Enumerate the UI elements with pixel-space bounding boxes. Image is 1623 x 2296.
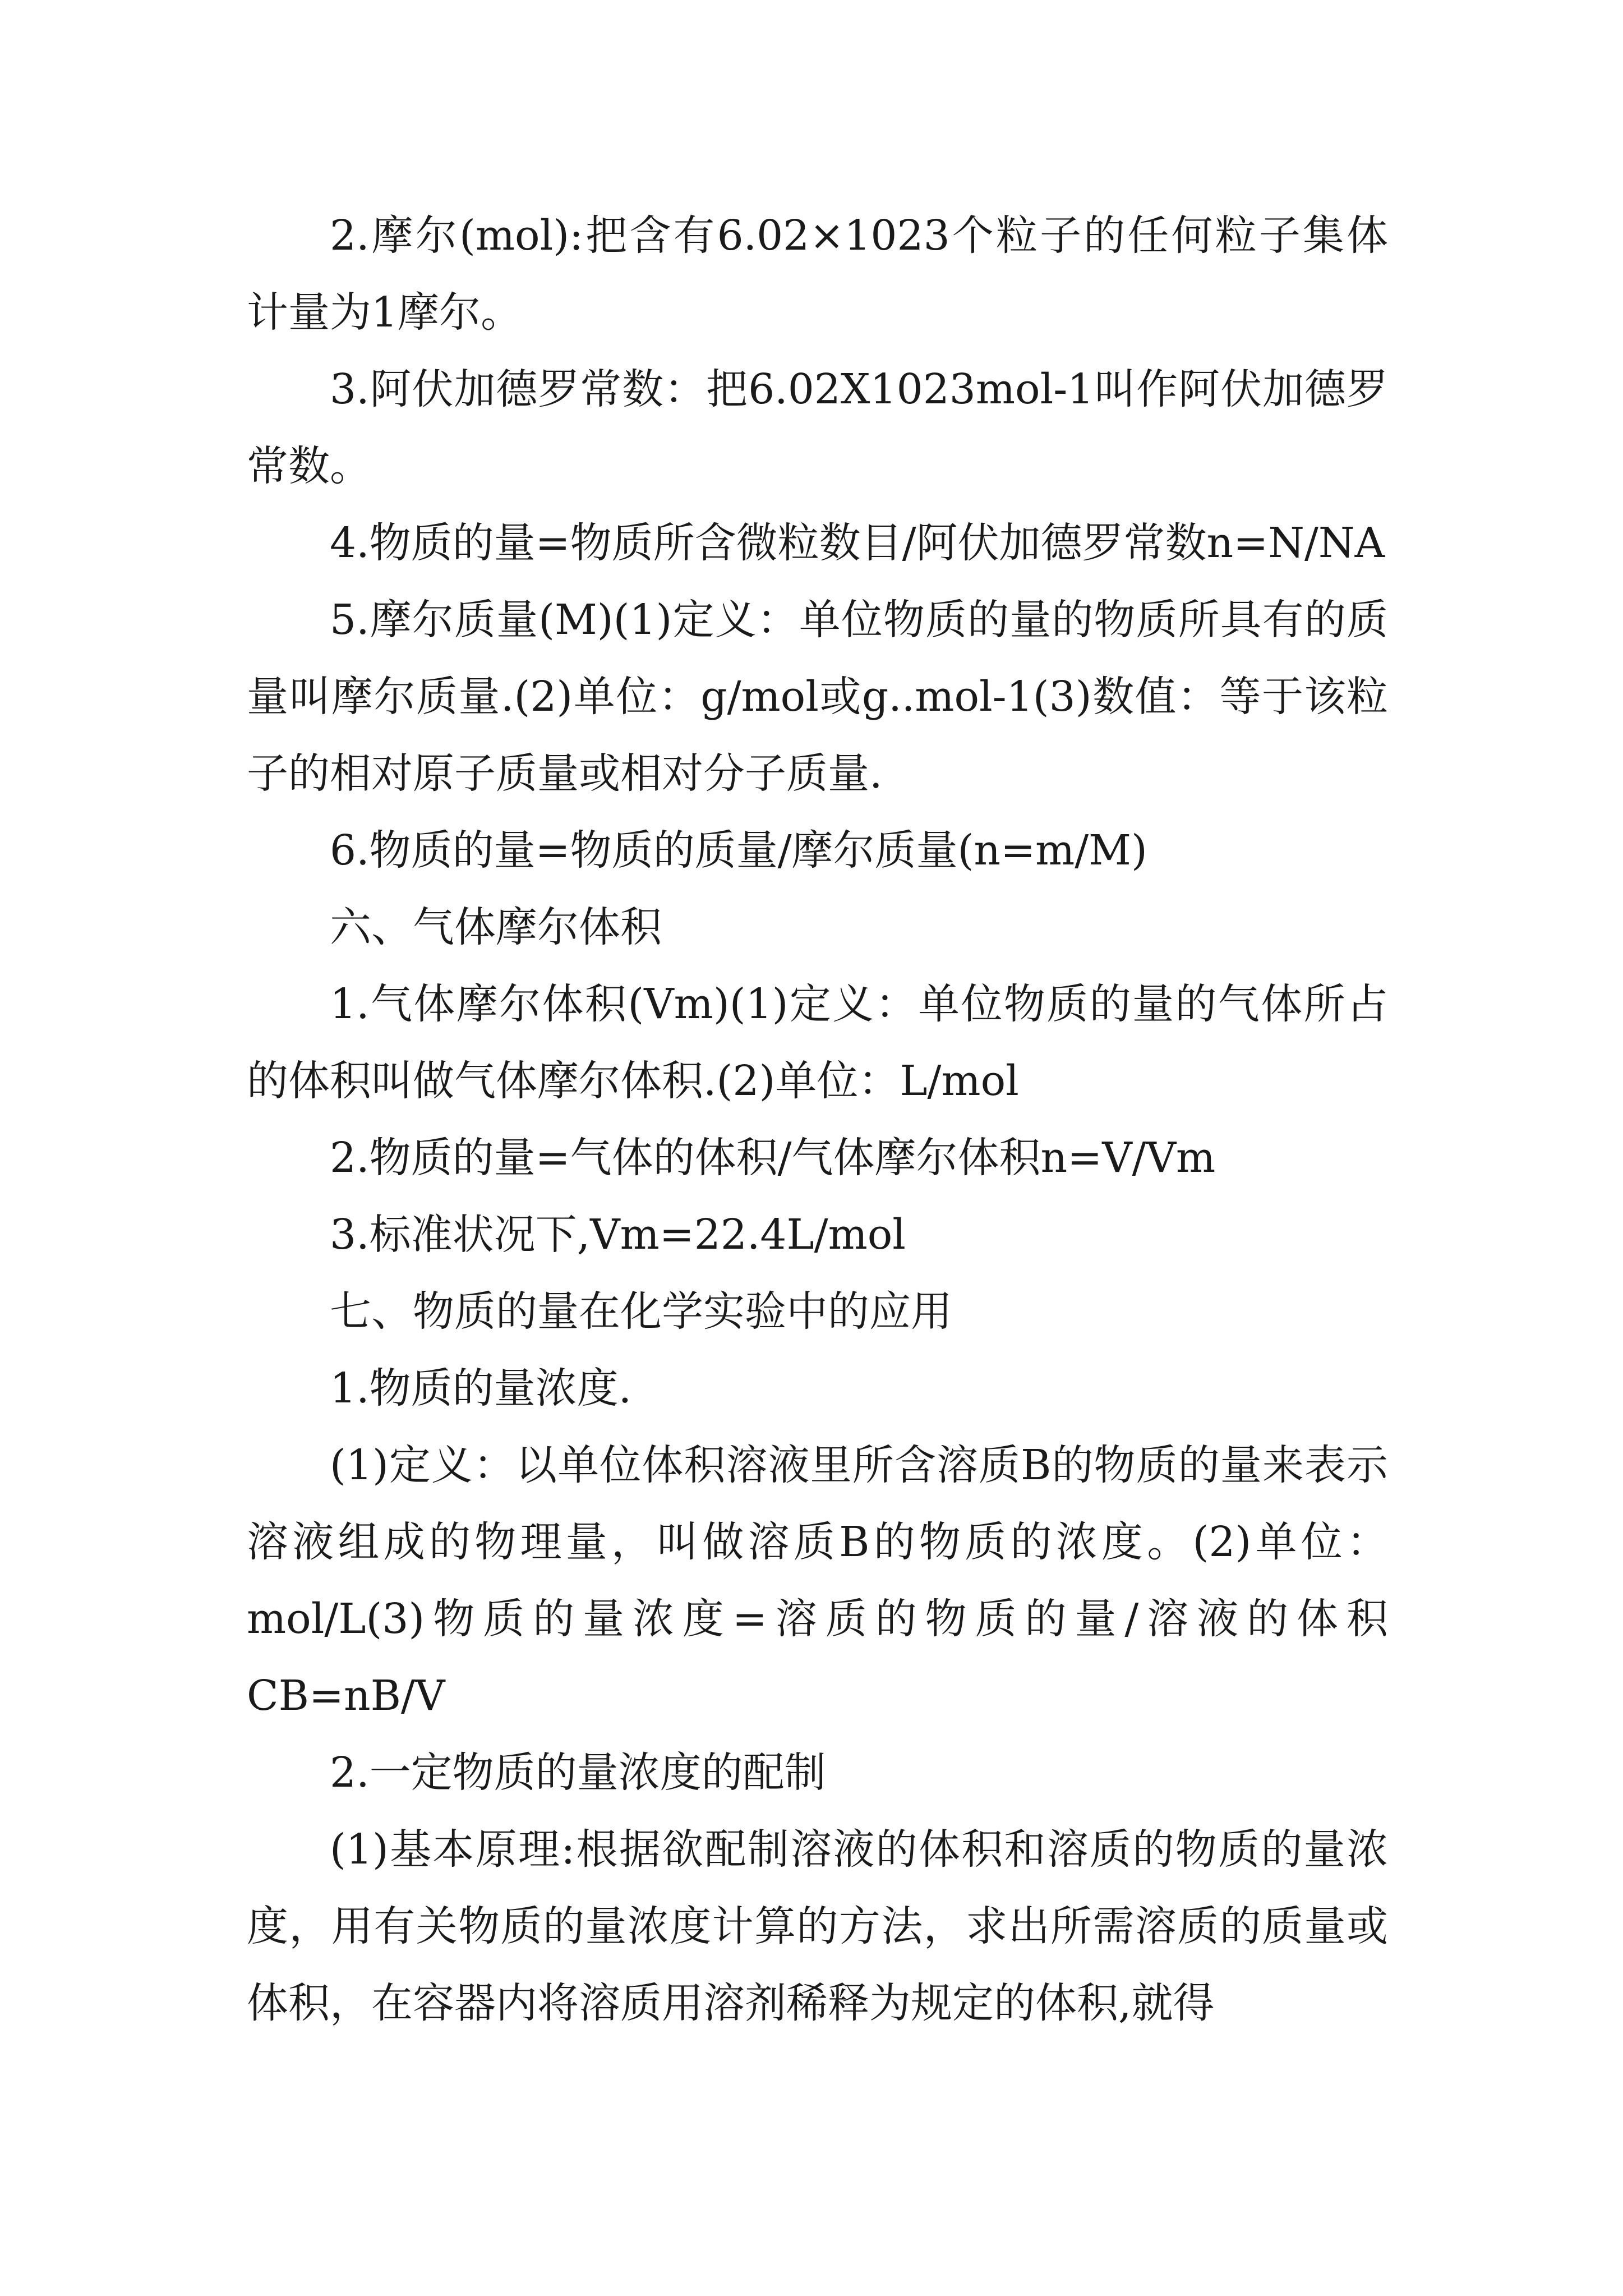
paragraph-solution-preparation-title: 2.一定物质的量浓度的配制: [330, 1749, 826, 1797]
paragraph-amount-formula: 4.物质的量=物质所含微粒数目/阿伏加德罗常数n=N/NA: [330, 519, 1385, 567]
paragraph-mole-definition: 2.摩尔(mol):把含有6.02×1023个粒子的任何粒子集体计量为1摩尔。: [247, 211, 1388, 337]
document-body: [247, 197, 1388, 2042]
paragraph-avogadro-constant: 3.阿伏加德罗常数：把6.02X1023mol-1叫作阿伏加德罗常数。: [247, 365, 1388, 490]
paragraph-basic-principle: (1)基本原理:根据欲配制溶液的体积和溶质的物质的量浓度，用有关物质的量浓度计算的方法，求出所需溶质的质量或体积，在容器内将溶质用溶剂稀释为规定的体积,就得: [247, 1825, 1388, 2027]
section-heading-chemistry-applications: 七、物质的量在化学实验中的应用: [330, 1287, 952, 1336]
paragraph-molar-mass: 5.摩尔质量(M)(1)定义：单位物质的量的物质所具有的质量叫摩尔质量.(2)单位：g/mol或g..mol-1(3)数值：等于该粒子的相对原子质量或相对分子质量.: [247, 596, 1388, 798]
paragraph-mass-formula: 6.物质的量=物质的质量/摩尔质量(n=m/M): [330, 826, 1147, 875]
paragraph-volume-formula: 2.物质的量=气体的体积/气体摩尔体积n=V/Vm: [330, 1134, 1216, 1182]
section-heading-gas-molar-volume: 六、气体摩尔体积: [330, 903, 662, 951]
paragraph-standard-conditions: 3.标准状况下,Vm=22.4L/mol: [330, 1211, 906, 1259]
paragraph-molar-concentration-definition: (1)定义：以单位体积溶液里所含溶质B的物质的量来表示溶液组成的物理量，叫做溶质B的物质的浓度。(2)单位：mol/L(3)物质的量浓度=溶质的物质的量/溶液的体积CB=nB/V: [247, 1441, 1388, 1720]
paragraph-gas-molar-volume-definition: 1.气体摩尔体积(Vm)(1)定义：单位物质的量的气体所占的体积叫做气体摩尔体积.(2)单位：L/mol: [247, 980, 1388, 1105]
paragraph-molar-concentration-title: 1.物质的量浓度.: [330, 1364, 632, 1412]
